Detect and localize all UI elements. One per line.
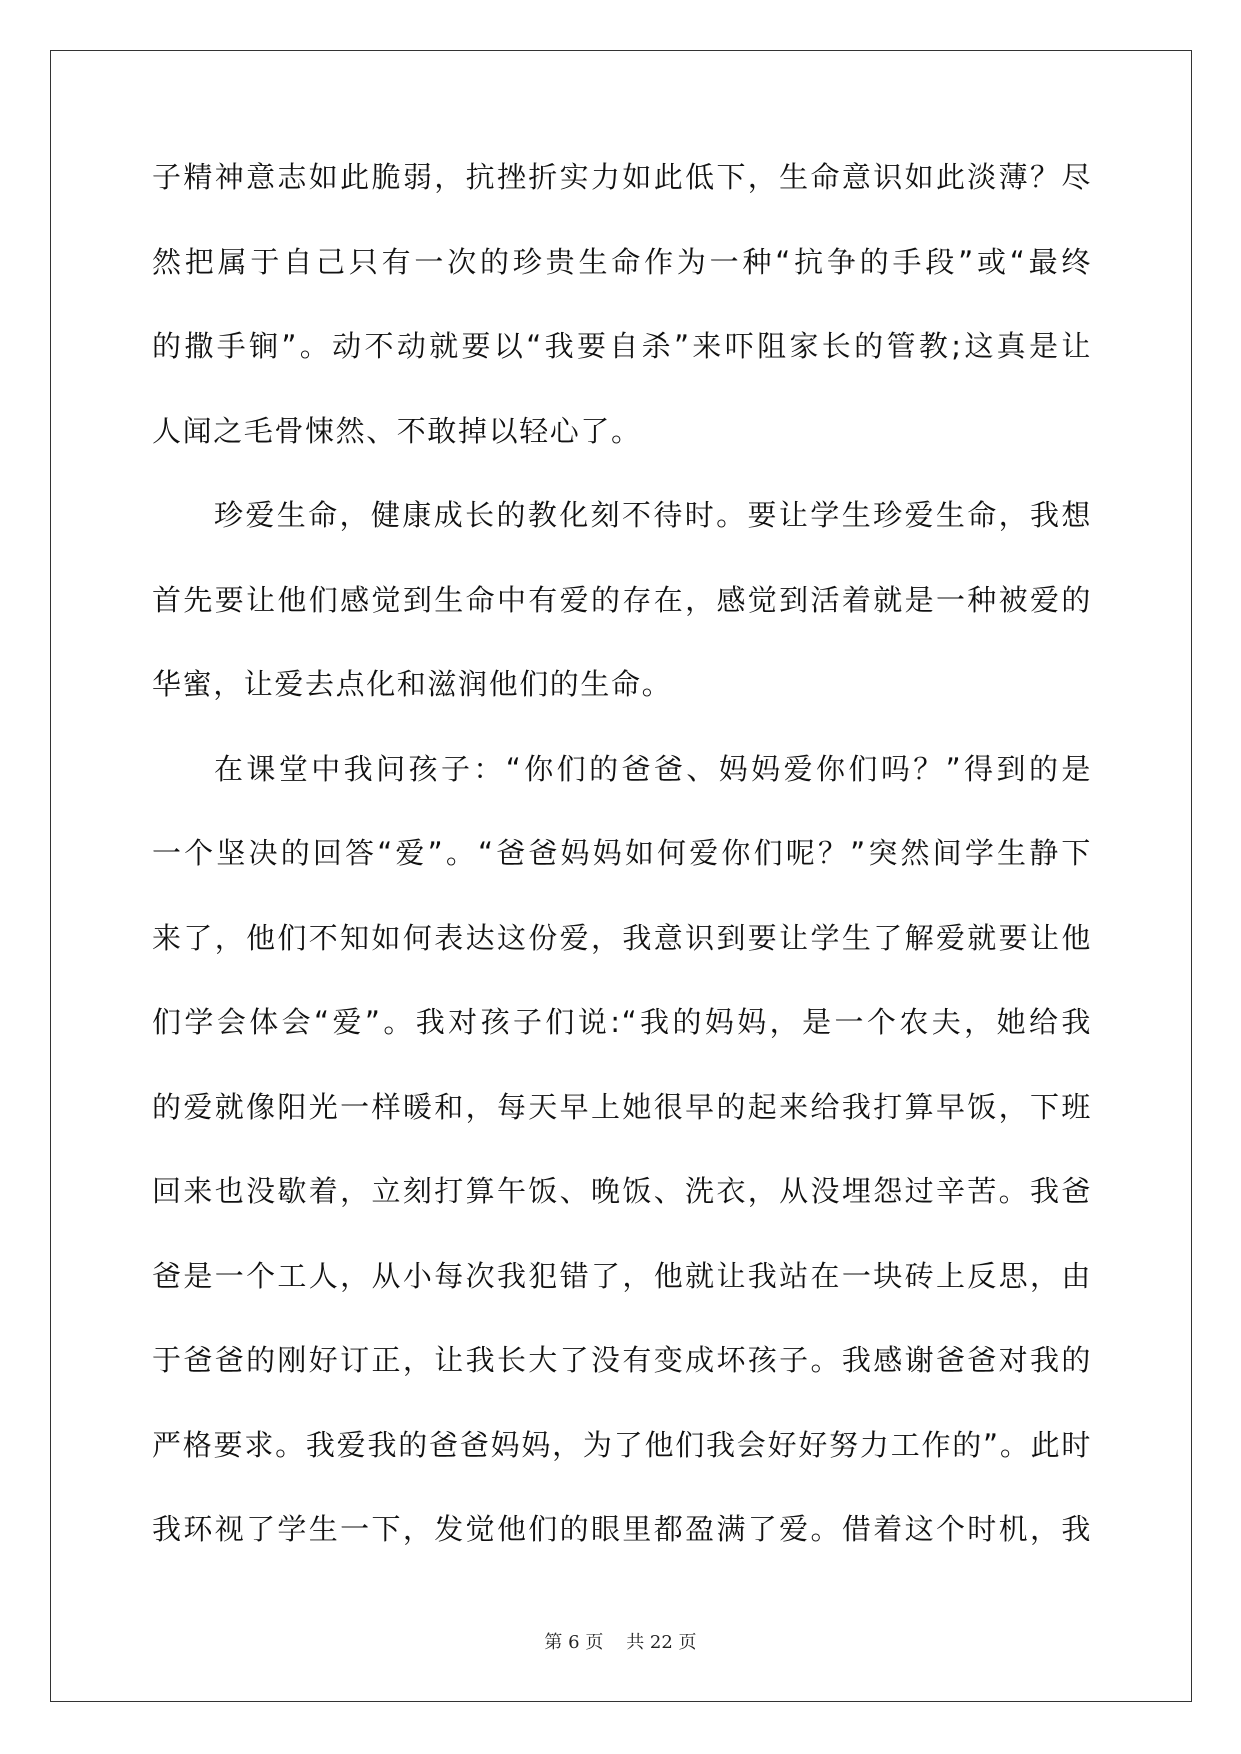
text-line: 的爱就像阳光一样暖和，每天早上她很早的起来给我打算早饭，下班 <box>152 1089 1092 1124</box>
text-line: 于爸爸的刚好订正，让我长大了没有变成坏孩子。我感谢爸爸对我的 <box>152 1343 1092 1377</box>
page-footer <box>0 1628 1241 1654</box>
text-line: 然把属于自己只有一次的珍贵生命作为一种“抗争的手段”或“最终 <box>152 244 1092 279</box>
text-line: 爸是一个工人，从小每次我犯错了，他就让我站在一块砖上反思，由 <box>152 1258 1092 1293</box>
text-line: 回来也没歇着，立刻打算午饭、晚饭、洗衣，从没埋怨过辛苦。我爸 <box>152 1174 1092 1208</box>
text-line: 华蜜，让爱去点化和滋润他们的生命。 <box>152 667 673 701</box>
text-line: 严格要求。我爱我的爸爸妈妈，为了他们我会好好努力工作的”。此时 <box>152 1427 1092 1462</box>
text-line: 人闻之毛骨悚然、不敢掉以轻心了。 <box>152 413 642 448</box>
text-line: 首先要让他们感觉到生命中有爱的存在，感觉到活着就是一种被爱的 <box>152 582 1092 617</box>
page-number-label: 第 6 页 共 22 页 <box>544 1632 697 1653</box>
text-line: 一个坚决的回答“爱”。“爸爸妈妈如何爱你们呢？”突然间学生静下 <box>152 836 1092 870</box>
text-line: 来了，他们不知如何表达这份爱，我意识到要让学生了解爱就要让他 <box>152 920 1092 955</box>
text-line: 的撒手锏”。动不动就要以“我要自杀”来吓阻家长的管教;这真是让 <box>152 329 1092 363</box>
text-line: 子精神意志如此脆弱，抗挫折实力如此低下，生命意识如此淡薄？尽 <box>152 160 1092 194</box>
text-line: 我环视了学生一下，发觉他们的眼里都盈满了爱。借着这个时机，我 <box>152 1512 1092 1546</box>
text-line: 们学会体会“爱”。我对孩子们说:“我的妈妈，是一个农夫，她给我 <box>152 1005 1092 1039</box>
text-line: 在课堂中我问孩子：“你们的爸爸、妈妈爱你们吗？”得到的是 <box>214 751 1092 786</box>
text-line: 珍爱生命，健康成长的教化刻不待时。要让学生珍爱生命，我想 <box>214 498 1092 532</box>
body-text <box>152 155 1092 1592</box>
